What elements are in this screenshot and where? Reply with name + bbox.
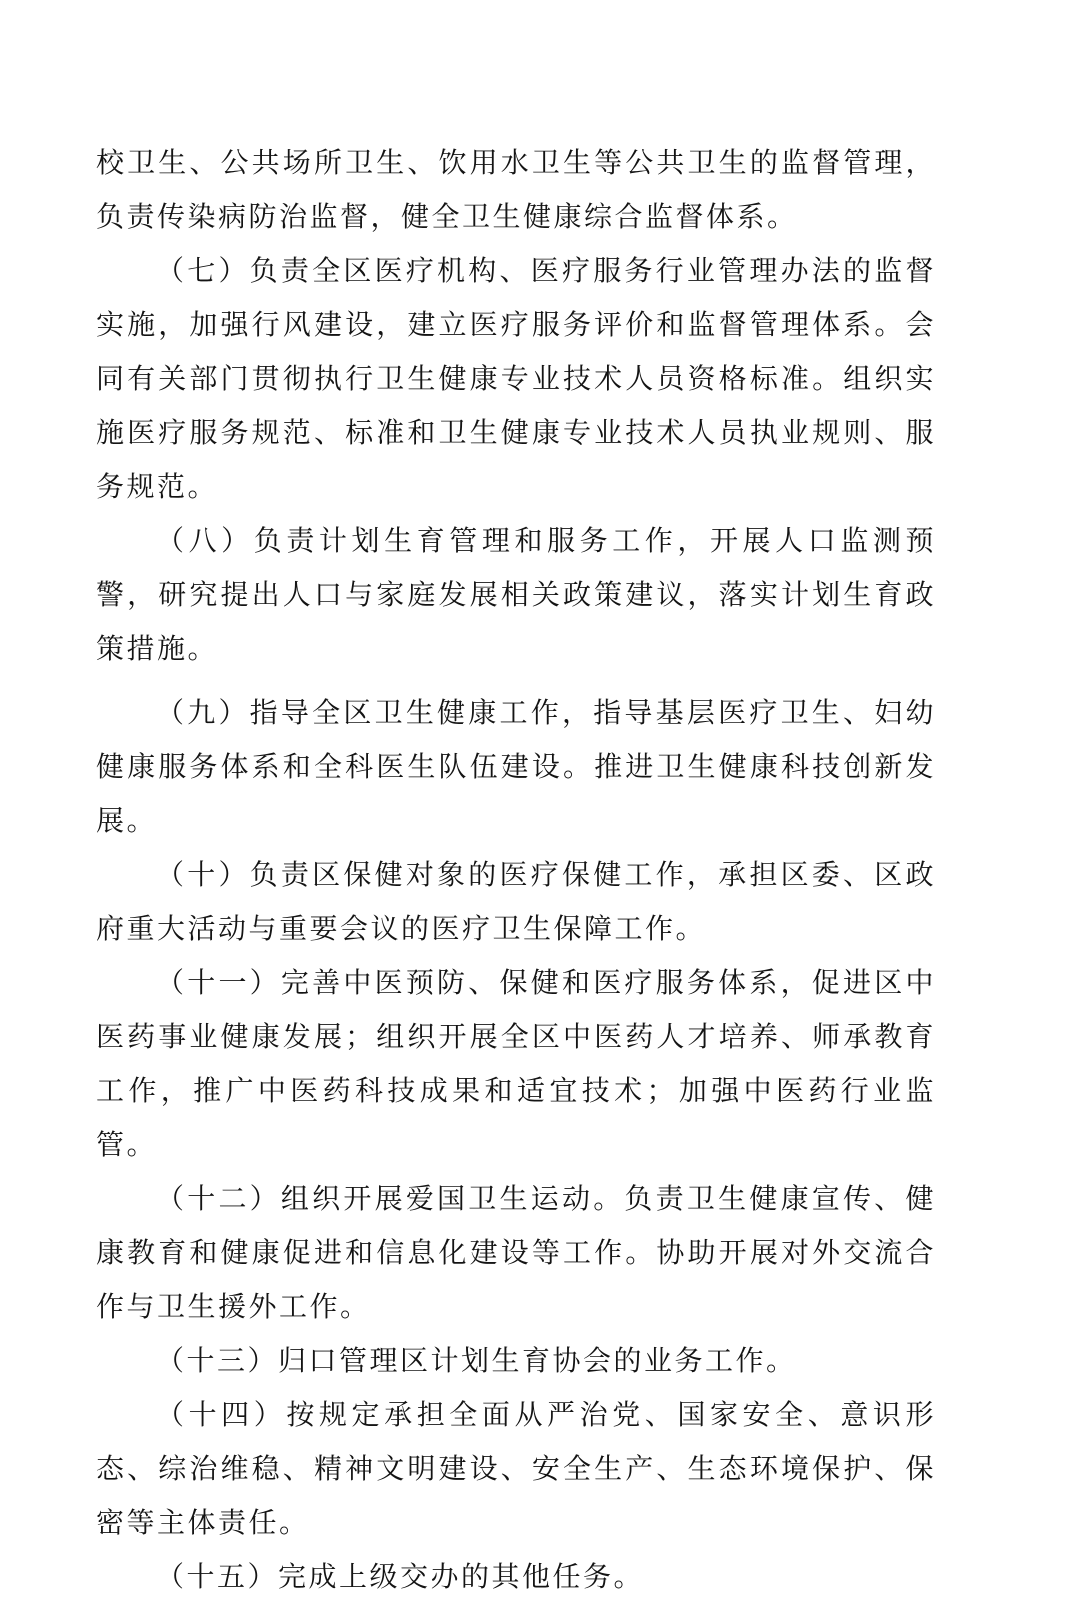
paragraph-item-9: （九）指导全区卫生健康工作，指导基层医疗卫生、妇幼健康服务体系和全科医生队伍建设。推进卫生健康科技创新发展。 [96, 696, 936, 837]
paragraph-item-14: （十四）按规定承担全面从严治党、国家安全、意识形态、综治维稳、精神文明建设、安全生产、生态环境保护、保密等主体责任。 [96, 1398, 936, 1539]
paragraph-item-12: （十二）组织开展爱国卫生运动。负责卫生健康宣传、健康教育和健康促进和信息化建设等工作。协助开展对外交流合作与卫生援外工作。 [96, 1182, 936, 1323]
paragraph-item-7: （七）负责全区医疗机构、医疗服务行业管理办法的监督实施，加强行风建设，建立医疗服务评价和监督管理体系。会同有关部门贯彻执行卫生健康专业技术人员资格标准。组织实施医疗服务规范、标准和卫生健康专业技术人员执业规则、服务规范。 [96, 254, 936, 503]
paragraph-item-10: （十）负责区保健对象的医疗保健工作，承担区委、区政府重大活动与重要会议的医疗卫生保障工作。 [96, 858, 936, 945]
paragraph-item-11: （十一）完善中医预防、保健和医疗服务体系，促进区中医药事业健康发展；组织开展全区中医药人才培养、师承教育工作，推广中医药科技成果和适宜技术；加强中医药行业监管。 [96, 966, 936, 1161]
document-body [96, 136, 936, 1604]
paragraph-continuation: 校卫生、公共场所卫生、饮用水卫生等公共卫生的监督管理，负责传染病防治监督，健全卫生健康综合监督体系。 [96, 146, 936, 233]
paragraph-item-15: （十五）完成上级交办的其他任务。 [156, 1560, 645, 1593]
paragraph-item-13: （十三）归口管理区计划生育协会的业务工作。 [156, 1344, 797, 1377]
paragraph-item-8: （八）负责计划生育管理和服务工作，开展人口监测预警，研究提出人口与家庭发展相关政策建议，落实计划生育政策措施。 [96, 524, 936, 665]
